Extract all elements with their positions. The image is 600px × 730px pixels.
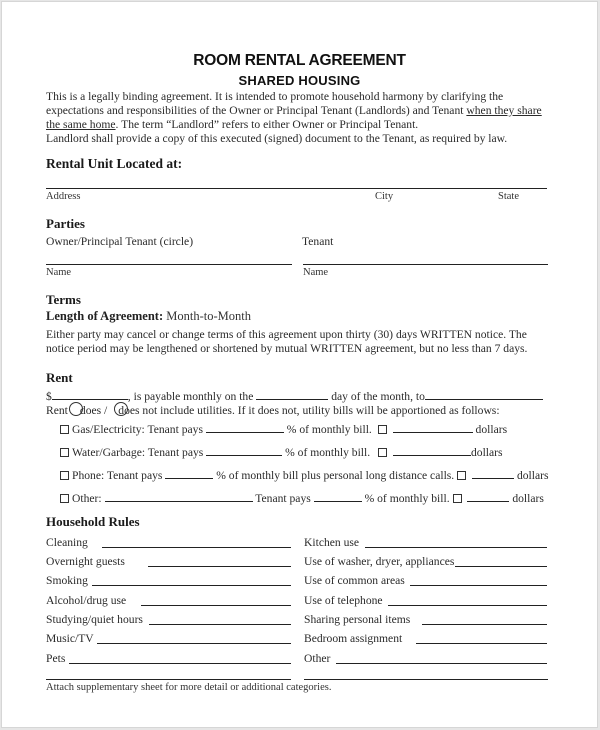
utility-row-water (60, 446, 503, 460)
tenant-name-field-line[interactable] (303, 264, 548, 265)
rent-amount-field[interactable] (52, 390, 128, 400)
state-label: State (498, 191, 519, 202)
owner-name-field-line[interactable] (46, 264, 292, 265)
city-label: City (375, 191, 394, 202)
rental-unit-heading: Rental Unit Located at: (46, 156, 183, 171)
rule-row (46, 574, 88, 588)
supplementary-note: Attach supplementary sheet for more detail or additional categories. (46, 682, 332, 693)
address-field-line[interactable] (46, 188, 547, 189)
rule-row (304, 574, 405, 588)
utility-dollars-text: dollars (512, 492, 544, 505)
rule-field-smoking[interactable] (92, 585, 291, 586)
dollar-sign: $ (46, 390, 52, 403)
rent-heading: Rent (46, 370, 73, 385)
rule-row (46, 632, 94, 646)
rule-row (46, 536, 88, 550)
utility-label: Other: (72, 492, 102, 505)
notice-line-2: notice period may be lengthened or shortened by mutual WRITTEN agreement, but no less than 7 days. (46, 342, 528, 355)
utility-dollars-text: dollars (470, 446, 503, 459)
notice-line-1: Either party may cancel or change terms of this agreement upon thirty (30) days WRITTEN notice. The (46, 328, 527, 341)
rule-row (304, 594, 383, 608)
water-percent-field[interactable] (206, 446, 282, 456)
utility-label: Phone: Tenant pays (72, 469, 163, 482)
rule-row (46, 652, 65, 666)
rule-label: Bedroom assignment (304, 632, 403, 645)
utility-label: Water/Garbage: Tenant pays (72, 446, 204, 459)
utility-pct-text: % of monthly bill plus personal long distance calls. (216, 469, 455, 482)
payable-text: , is payable monthly on the (127, 390, 254, 403)
rule-row (46, 555, 125, 569)
other-checkbox[interactable] (60, 494, 69, 503)
phone-checkbox[interactable] (60, 471, 69, 480)
intro-line-3 (46, 118, 418, 132)
utility-dollars-text: dollars (516, 469, 549, 482)
utility-dollars-text: dollars (475, 423, 508, 436)
utility-label: Gas/Electricity: Tenant pays (72, 423, 203, 436)
other-utility-name-field[interactable] (105, 492, 253, 502)
rule-label: Use of washer, dryer, appliances (304, 555, 455, 568)
length-label: Length of Agreement: (46, 309, 164, 323)
rule-row (304, 632, 402, 646)
rule-field-common-areas[interactable] (410, 585, 547, 586)
intro-text: expectations and responsibilities of the Owner or Principal Tenant (Landlords) and Tenant (46, 104, 467, 117)
owner-name-label: Name (46, 267, 72, 278)
other-dollars-checkbox[interactable] (453, 494, 462, 503)
rule-label: Cleaning (46, 536, 88, 549)
rule-field-alcohol[interactable] (141, 605, 291, 606)
utility-pct-text: % of monthly bill. (286, 423, 372, 436)
other-percent-field[interactable] (314, 492, 362, 502)
rule-field-pets[interactable] (69, 663, 291, 664)
tenant-pays-text: Tenant pays (255, 492, 311, 505)
rule-row (46, 594, 126, 608)
utility-row-other (60, 492, 544, 506)
day-text: day of the month, to (328, 390, 425, 403)
intro-text: . The term “Landlord” refers to either Owner or Principal Tenant. (115, 118, 419, 131)
rule-field-music[interactable] (97, 643, 291, 644)
tenant-label: Tenant (302, 235, 334, 248)
rule-field-kitchen[interactable] (365, 547, 547, 548)
other-dollars-field[interactable] (467, 492, 509, 502)
rule-field-cleaning[interactable] (102, 547, 291, 548)
water-dollars-checkbox[interactable] (378, 448, 387, 457)
gas-dollars-checkbox[interactable] (378, 425, 387, 434)
document-page (1, 1, 598, 728)
intro-underlined-text: the same home (46, 118, 116, 131)
does-not-text: does not include utilities. If it does not, utility bills will be apportioned as follows: (118, 404, 500, 417)
rule-row (304, 536, 359, 550)
length-of-agreement (46, 309, 251, 324)
rule-label: Smoking (46, 574, 88, 587)
phone-dollars-checkbox[interactable] (457, 471, 466, 480)
rule-label: Music/TV (46, 632, 94, 645)
rule-row (304, 555, 454, 569)
gas-checkbox[interactable] (60, 425, 69, 434)
rule-field-bedroom[interactable] (416, 643, 547, 644)
rules-extra-line-right[interactable] (304, 679, 548, 680)
water-checkbox[interactable] (60, 448, 69, 457)
rent-payee-field[interactable] (425, 390, 543, 400)
parties-heading: Parties (46, 216, 85, 231)
intro-line-2 (46, 104, 542, 118)
does-text: does / (79, 404, 108, 417)
utility-pct-text: % of monthly bill. (285, 446, 371, 459)
rule-label: Use of telephone (304, 594, 383, 607)
utility-row-phone (60, 469, 549, 483)
does-not-include-circle-option[interactable] (114, 402, 128, 416)
rule-field-sharing[interactable] (422, 624, 547, 625)
gas-percent-field[interactable] (206, 423, 284, 433)
rules-extra-line-left[interactable] (46, 679, 291, 680)
rule-label: Pets (46, 652, 66, 665)
intro-underlined-text: when they share (466, 104, 542, 117)
does-include-circle-option[interactable] (69, 402, 83, 416)
phone-percent-field[interactable] (165, 469, 213, 479)
rule-row (304, 652, 330, 666)
phone-dollars-field[interactable] (472, 469, 514, 479)
household-rules-heading: Household Rules (46, 514, 140, 529)
utility-row-gas (60, 423, 507, 437)
intro-line-1: This is a legally binding agreement. It is intended to promote household harmony by clarifying the (46, 90, 504, 103)
rule-label: Alcohol/drug use (46, 594, 127, 607)
tenant-name-label: Name (303, 267, 329, 278)
document-subtitle: SHARED HOUSING (238, 73, 361, 88)
document-title: ROOM RENTAL AGREEMENT (193, 52, 406, 69)
rent-day-field[interactable] (256, 390, 328, 400)
gas-dollars-field[interactable] (393, 423, 473, 433)
rule-field-telephone[interactable] (388, 605, 547, 606)
rule-label: Overnight guests (46, 555, 125, 568)
rule-field-overnight-guests[interactable] (148, 566, 291, 567)
intro-line-4: Landlord shall provide a copy of this executed (signed) document to the Tenant, as required by law. (46, 132, 508, 145)
rule-row (304, 613, 410, 627)
rule-row (46, 613, 143, 627)
rule-label: Sharing personal items (304, 613, 411, 626)
address-label: Address (46, 191, 81, 202)
water-dollars-field[interactable] (393, 446, 471, 456)
utility-pct-text: % of monthly bill. (364, 492, 450, 505)
owner-label: Owner/Principal Tenant (circle) (46, 235, 194, 248)
rent-word: Rent (46, 404, 68, 417)
rule-label: Studying/quiet hours (46, 613, 143, 626)
terms-heading: Terms (46, 292, 81, 307)
rule-label: Use of common areas (304, 574, 405, 587)
rule-field-studying[interactable] (149, 624, 291, 625)
rule-label: Other (304, 652, 331, 665)
rule-field-washer[interactable] (455, 566, 547, 567)
rule-label: Kitchen use (304, 536, 360, 549)
length-value: Month-to-Month (163, 309, 251, 323)
rule-field-other[interactable] (336, 663, 547, 664)
